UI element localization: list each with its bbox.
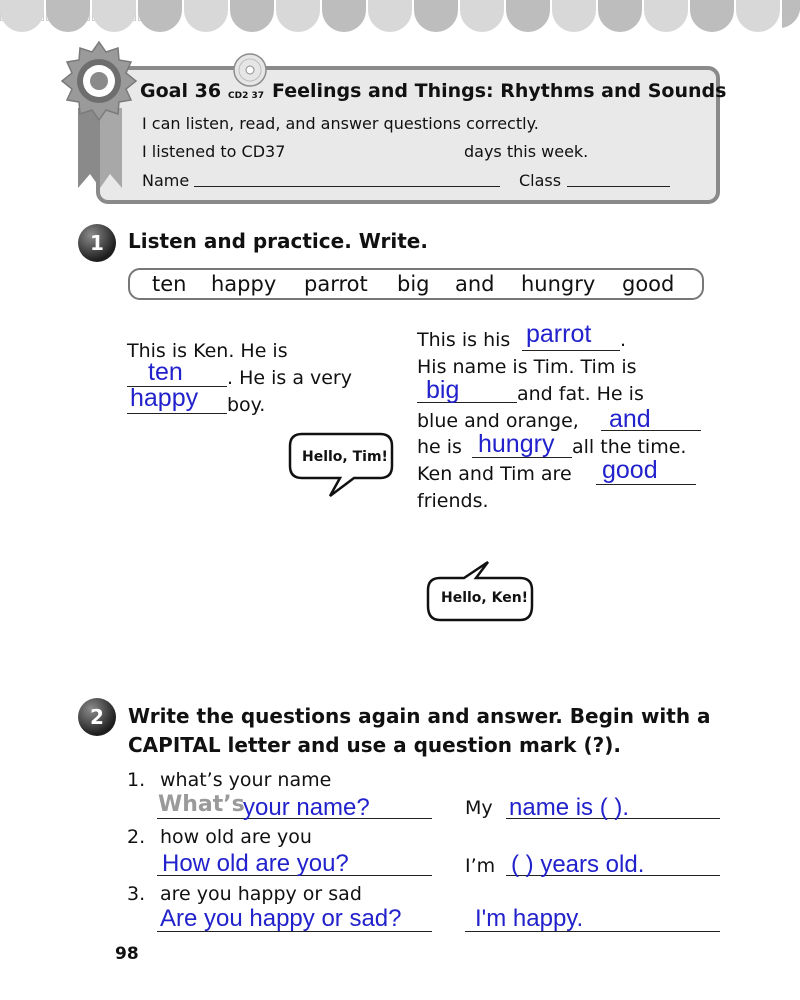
right-text-line: Ken and Tim are xyxy=(417,463,572,485)
scalloped-border xyxy=(0,0,800,34)
section-1-title: Listen and practice. Write. xyxy=(128,229,428,253)
handwritten-answer: name is ( ). xyxy=(509,794,630,821)
word-bank-item: good xyxy=(622,272,675,296)
name-label: Name xyxy=(142,171,190,190)
handwritten-answer: I'm happy. xyxy=(475,905,584,932)
award-rosette-icon xyxy=(56,38,142,200)
answer-prefix: My xyxy=(465,797,493,819)
section-number-1: 1 xyxy=(78,224,116,262)
handwritten-question: your name? xyxy=(243,794,370,821)
handwritten-answer: ten xyxy=(148,358,183,386)
right-text-line: and fat. He is xyxy=(517,383,644,405)
page-number: 98 xyxy=(115,944,139,964)
class-field[interactable] xyxy=(567,170,670,187)
word-bank-item: happy xyxy=(211,272,277,296)
handwritten-answer: good xyxy=(602,456,658,484)
can-do-statement: I can listen, read, and answer questions correctly. xyxy=(142,114,539,133)
listened-prefix: I listened to CD37 xyxy=(142,142,286,161)
goal-label: Goal 36 xyxy=(140,80,222,102)
item-number: 2. xyxy=(127,826,146,848)
right-text-line: His name is Tim. Tim is xyxy=(417,356,637,378)
item-number: 1. xyxy=(127,769,146,791)
item-prompt: what’s your name xyxy=(160,769,332,791)
handwritten-answer: parrot xyxy=(526,320,592,348)
right-text-line: friends. xyxy=(417,490,489,512)
right-text-line: . xyxy=(620,329,627,351)
section-2-title: Write the questions again and answer. Begin with a xyxy=(128,704,711,728)
speech-bubble-ken-text: Hello, Ken! xyxy=(441,590,529,606)
name-field[interactable] xyxy=(194,170,500,187)
handwritten-answer: hungry xyxy=(478,430,555,458)
left-text-line: This is Ken. He is xyxy=(127,340,288,362)
cd-disc-icon xyxy=(232,52,268,88)
handwritten-answer: happy xyxy=(130,384,199,412)
cd-track-tag: CD2 37 xyxy=(228,91,264,101)
left-text-line: boy. xyxy=(227,394,266,416)
word-bank-item: parrot xyxy=(304,272,368,296)
right-text-line: he is xyxy=(417,436,462,458)
item-prompt: how old are you xyxy=(160,826,312,848)
section-2-title: CAPITAL letter and use a question mark (?). xyxy=(128,733,621,757)
handwritten-answer: big xyxy=(426,376,460,404)
word-bank-item: ten xyxy=(152,272,187,296)
given-word: What’s xyxy=(158,792,245,817)
speech-bubble-tim xyxy=(288,432,394,498)
handwritten-question: Are you happy or sad? xyxy=(160,905,402,932)
word-bank-item: and xyxy=(455,272,495,296)
goal-title: Feelings and Things: Rhythms and Sounds xyxy=(272,80,727,102)
right-text-line: all the time. xyxy=(572,436,687,458)
section-number-2: 2 xyxy=(78,698,116,736)
listened-suffix: days this week. xyxy=(464,142,589,161)
item-number: 3. xyxy=(127,883,146,905)
item-prompt: are you happy or sad xyxy=(160,883,362,905)
answer-prefix: I’m xyxy=(465,855,496,877)
handwritten-answer: and xyxy=(609,405,651,433)
speech-bubble-tim-text: Hello, Tim! xyxy=(302,449,388,465)
right-text-line: blue and orange, xyxy=(417,410,579,432)
right-text-line: This is his xyxy=(417,329,511,351)
class-label: Class xyxy=(519,171,562,190)
word-bank-item: hungry xyxy=(521,272,596,296)
left-text-line: . He is a very xyxy=(227,367,352,389)
word-bank-item: big xyxy=(397,272,430,296)
handwritten-answer: ( ) years old. xyxy=(511,851,645,878)
handwritten-question: How old are you? xyxy=(162,850,349,877)
